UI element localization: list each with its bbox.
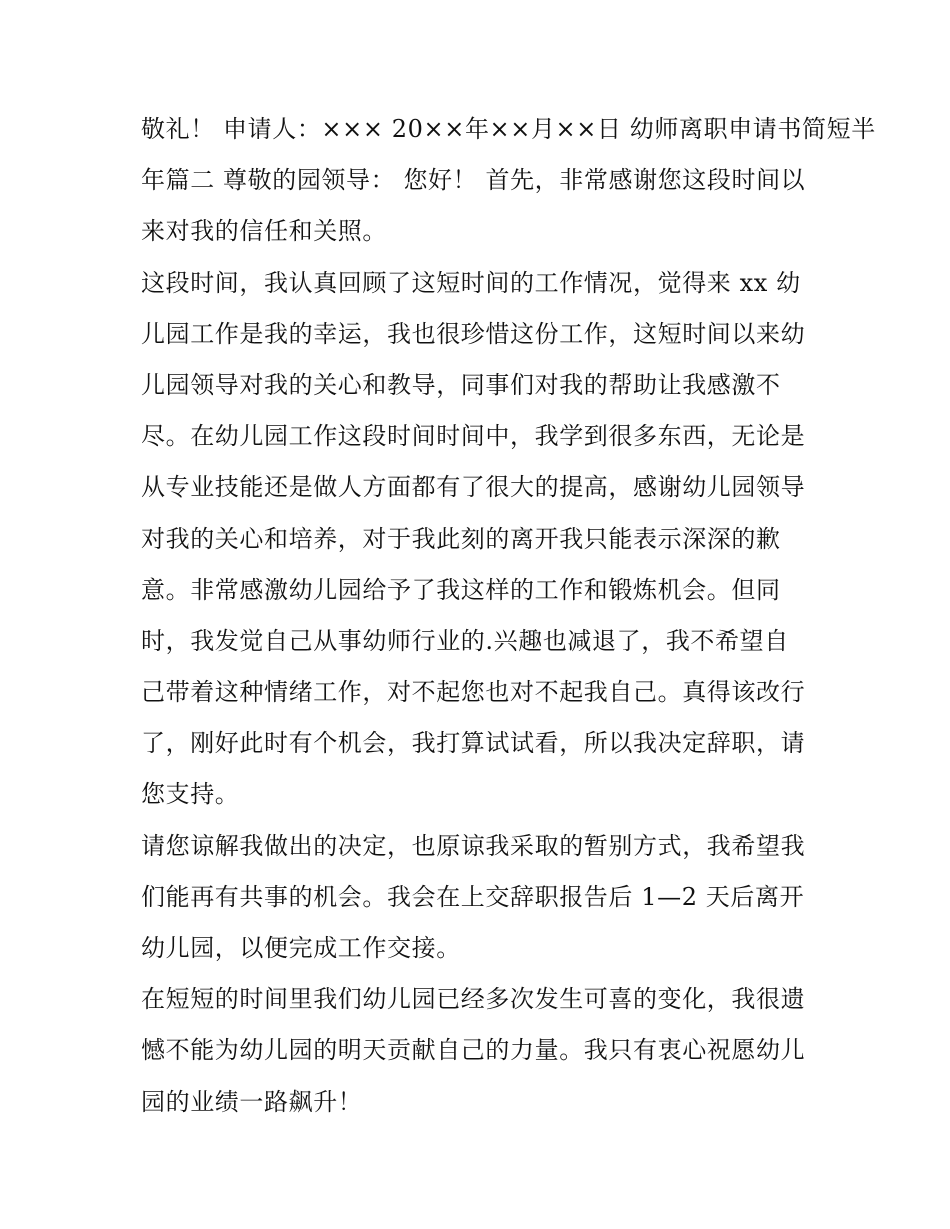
text-line: 儿园领导对我的关心和教导，同事们对我的帮助让我感激不	[141, 370, 781, 399]
text-line: 对我的关心和培养，对于我此刻的离开我只能表示深深的歉	[141, 524, 781, 553]
text-line: 从专业技能还是做人方面都有了很大的提高，感谢幼儿园领导	[141, 473, 806, 502]
text-line: 儿园工作是我的幸运，我也很珍惜这份工作，这短时间以来幼	[141, 319, 806, 348]
text-line: 了，刚好此时有个机会，我打算试试看，所以我决定辞职，请	[141, 729, 806, 758]
text-line: 来对我的信任和关照。	[141, 217, 387, 246]
text-line: 幼儿园，以便完成工作交接。	[141, 934, 461, 962]
text-line: 憾不能为幼儿园的明天贡献自己的力量。我只有衷心祝愿幼儿	[141, 1036, 806, 1065]
text-line: 意。非常感激幼儿园给予了我这样的工作和锻炼机会。但同	[141, 575, 781, 604]
text-line: 己带着这种情绪工作，对不起您也对不起我自己。真得该改行	[141, 678, 806, 707]
text-line: 敬礼！ 申请人：××× 20××年××月××日 幼师离职申请书简短半	[141, 115, 876, 143]
text-line: 时，我发觉自己从事幼师行业的.兴趣也减退了，我不希望自	[141, 626, 789, 655]
text-line: 尽。在幼儿园工作这段时间时间中，我学到很多东西，无论是	[141, 422, 806, 451]
text-line: 们能再有共事的机会。我会在上交辞职报告后 1—2 天后离开	[141, 882, 805, 911]
text-line: 年篇二 尊敬的园领导： 您好！ 首先，非常感谢您这段时间以	[141, 166, 806, 195]
text-line: 请您谅解我做出的决定，也原谅我采取的暂别方式，我希望我	[141, 831, 806, 860]
document-body	[141, 104, 876, 1128]
text-line: 您支持。	[141, 780, 240, 809]
text-line: 在短短的时间里我们幼儿园已经多次发生可喜的变化，我很遗	[141, 985, 806, 1014]
text-line: 园的业绩一路飙升！	[141, 1087, 363, 1116]
text-line: 这段时间，我认真回顾了这短时间的工作情况，觉得来 xx 幼	[141, 268, 801, 297]
